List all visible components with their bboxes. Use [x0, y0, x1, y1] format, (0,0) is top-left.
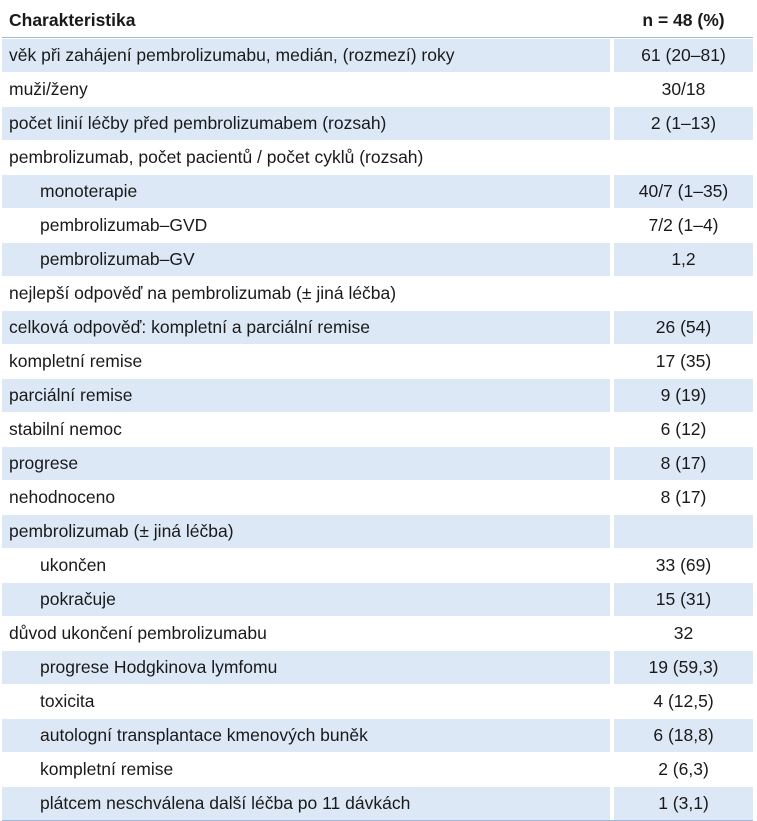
row-value: 40/7 (1–35) [614, 175, 753, 208]
row-value: 19 (59,3) [614, 651, 753, 684]
table-row [2, 480, 753, 514]
row-label: stabilní nemoc [9, 419, 122, 439]
row-value: 1 (3,1) [614, 787, 753, 820]
table-row [2, 106, 753, 140]
row-value [614, 141, 753, 174]
characteristics-table [2, 3, 753, 821]
row-value: 15 (31) [614, 583, 753, 616]
row-value: 32 [673, 623, 694, 643]
table-row [2, 378, 753, 412]
table-row [2, 38, 753, 72]
row-value: 9 (19) [614, 379, 753, 412]
table-row [2, 412, 753, 446]
table-row [2, 786, 753, 820]
row-value: 1,2 [614, 243, 753, 276]
table-row [2, 446, 753, 480]
row-value: 7/2 (1–4) [648, 215, 719, 235]
table-row [2, 650, 753, 684]
row-value: 33 (69) [655, 555, 712, 575]
table-row [2, 514, 753, 548]
header-value: n = 48 (%) [642, 10, 725, 30]
row-label: pembrolizumab (± jiná léčba) [2, 515, 610, 548]
row-label: důvod ukončení pembrolizumabu [9, 623, 267, 643]
table-row [2, 548, 753, 582]
header-characteristic: Charakteristika [9, 10, 136, 30]
row-label: progrese [2, 447, 610, 480]
table-body [2, 38, 753, 820]
table-row [2, 344, 753, 378]
row-value: 61 (20–81) [614, 39, 753, 72]
table-row [2, 208, 753, 242]
row-value: 2 (1–13) [614, 107, 753, 140]
row-value: 4 (12,5) [653, 691, 714, 711]
row-label: parciální remise [2, 379, 610, 412]
row-value: 8 (17) [660, 487, 707, 507]
row-label: nejlepší odpověď na pembrolizumab (± jiná léčba) [9, 283, 397, 303]
table-row [2, 72, 753, 106]
table-row [2, 174, 753, 208]
row-label: věk při zahájení pembrolizumabu, medián, (rozmezí) roky [2, 39, 610, 72]
row-value: 30/18 [661, 79, 706, 99]
row-label: muži/ženy [9, 79, 88, 99]
table-row [2, 718, 753, 752]
row-value: 6 (12) [660, 419, 707, 439]
row-label: plátcem neschválena další léčba po 11 dávkách [2, 787, 610, 820]
row-label: ukončen [40, 555, 107, 575]
row-label: nehodnoceno [9, 487, 116, 507]
row-label: monoterapie [2, 175, 610, 208]
row-label: autologní transplantace kmenových buněk [2, 719, 610, 752]
row-label: pembrolizumab–GVD [40, 215, 208, 235]
table-header-row [2, 3, 753, 37]
row-label: pokračuje [2, 583, 610, 616]
row-label: pembrolizumab–GV [2, 243, 610, 276]
row-label: toxicita [40, 691, 95, 711]
table-row [2, 310, 753, 344]
table-row [2, 242, 753, 276]
table-row [2, 684, 753, 718]
table-row [2, 276, 753, 310]
row-value [614, 515, 753, 548]
row-value: 8 (17) [614, 447, 753, 480]
row-label: kompletní remise [9, 351, 143, 371]
row-label: progrese Hodgkinova lymfomu [2, 651, 610, 684]
row-label: celková odpověď: kompletní a parciální remise [2, 311, 610, 344]
row-value: 2 (6,3) [658, 759, 709, 779]
row-value [614, 277, 753, 310]
table-row [2, 582, 753, 616]
table-row [2, 616, 753, 650]
row-value: 26 (54) [614, 311, 753, 344]
row-value: 17 (35) [655, 351, 712, 371]
row-label: kompletní remise [40, 759, 174, 779]
row-value: 6 (18,8) [614, 719, 753, 752]
row-label: počet linií léčby před pembrolizumabem (rozsah) [2, 107, 610, 140]
row-label: pembrolizumab, počet pacientů / počet cyklů (rozsah) [9, 147, 424, 167]
table-row [2, 752, 753, 786]
table-row [2, 140, 753, 174]
